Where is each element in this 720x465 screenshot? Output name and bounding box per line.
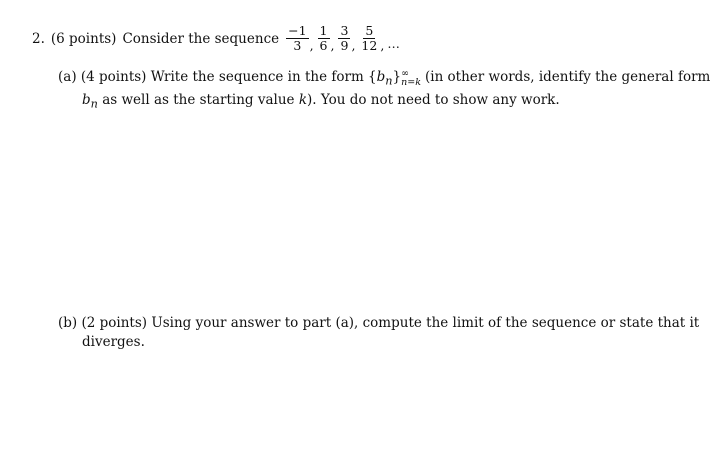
part-a-text-before: Write the sequence in the form { (150, 69, 377, 85)
part-a-line2-end: ). You do not need to show any work. (307, 91, 560, 108)
brace-close: } (392, 69, 402, 85)
term-numerator: 5 (365, 23, 374, 38)
sequence-ellipsis: … (387, 36, 401, 51)
term-numerator: −1 (288, 23, 307, 38)
part-b-text: Using your answer to part (a), compute the limit of the sequence or state that it diverges. (82, 315, 700, 350)
part-b-label: (b) (58, 315, 78, 331)
term-numerator: 3 (340, 23, 349, 38)
index-upper: ∞ (401, 67, 410, 79)
part-a-line2-mid: as well as the starting value (102, 91, 295, 108)
comma: , (330, 38, 335, 53)
bn-symbol: b (82, 91, 91, 108)
bn-subscript: n (385, 74, 393, 88)
part-a (58, 67, 711, 113)
part-b (58, 314, 702, 352)
comma: , (351, 38, 356, 53)
index-lower: n=k (401, 76, 421, 88)
part-b-points: (2 points) (81, 315, 148, 331)
sequence-term (359, 24, 379, 53)
k-symbol: k (298, 91, 307, 108)
sequence-term (318, 24, 330, 53)
sequence-term (338, 24, 350, 53)
bn-symbol: b (376, 69, 386, 85)
term-numerator: 1 (319, 23, 328, 38)
sequence-term (286, 24, 308, 53)
term-denominator: 3 (293, 38, 302, 53)
comma: , (380, 38, 385, 53)
problem-2 (32, 24, 692, 53)
problem-number: 2. (32, 30, 45, 47)
part-a-text-after: (in other words, identify the general form (424, 69, 711, 85)
comma: , (309, 38, 314, 53)
bn-subscript: n (90, 97, 98, 111)
index-range (401, 69, 421, 87)
part-a-line-1 (58, 67, 711, 91)
term-denominator: 12 (361, 38, 378, 53)
part-a-label: (a) (58, 69, 77, 85)
problem-points: (6 points) (50, 30, 117, 47)
part-a-line-2 (58, 91, 678, 114)
problem-stem (32, 24, 692, 53)
part-a-points: (4 points) (80, 69, 147, 85)
problem-stem-text: Consider the sequence (122, 30, 280, 47)
term-denominator: 9 (340, 38, 349, 53)
term-denominator: 6 (319, 38, 328, 53)
